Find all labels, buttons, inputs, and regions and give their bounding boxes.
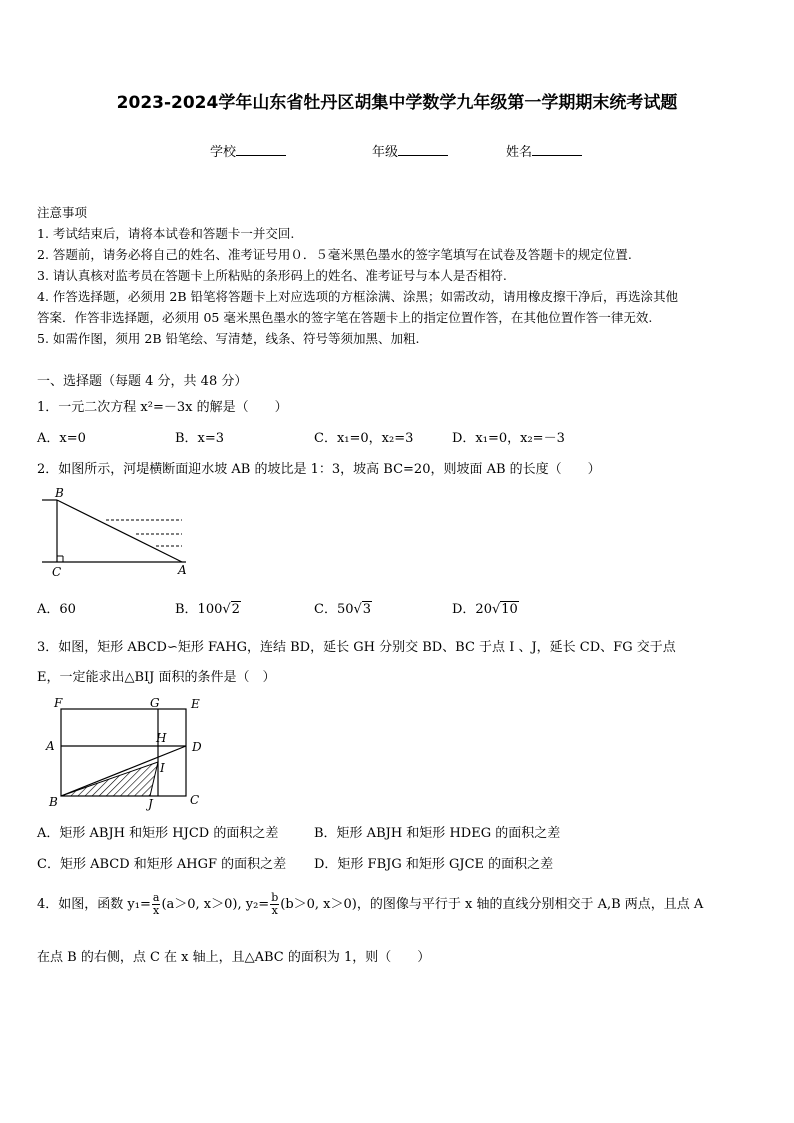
rectangle-figure: [38, 694, 218, 812]
option-b-text: B．100: [175, 602, 223, 617]
page-title: 2023-2024学年山东省牡丹区胡集中学数学九年级第一学期期末统考试题: [116, 93, 678, 113]
question-1-option-c[interactable]: C．x₁=0，x₂=3: [314, 431, 414, 446]
question-2-option-c[interactable]: C．50√3: [314, 602, 372, 617]
q4-cond1: (a＞0, x＞0),: [161, 897, 246, 912]
label-a: A: [46, 739, 55, 753]
question-1-stem: 1．一元二次方程 x²=－3x 的解是（ ）: [37, 400, 288, 415]
label-b: B: [55, 486, 64, 500]
question-2-option-a[interactable]: A．60: [37, 602, 76, 617]
slope-figure: [38, 484, 198, 580]
q4-prefix: 4．如图，函数: [37, 897, 124, 912]
grade-label: 年级: [372, 145, 399, 160]
question-2-option-b[interactable]: B．100√2: [175, 602, 240, 617]
school-field[interactable]: [210, 141, 286, 160]
question-3-option-b[interactable]: B．矩形 ABJH 和矩形 HDEG 的面积之差: [314, 826, 561, 841]
note-item: 答案．作答非选择题，必须用 05 毫米黑色墨水的签字笔在答题卡上的指定位置作答，在其他位置作答一律无效.: [37, 310, 653, 325]
triangle-bij-shaded: [61, 762, 158, 796]
label-g: G: [150, 696, 160, 710]
question-3-stem-line-1: 3．如图，矩形 ABCD∽矩形 FAHG，连结 BD，延长 GH 分别交 BD、BC 于点 I 、J，延长 CD、FG 交于点: [37, 640, 676, 655]
fraction-b-over-x: $\frac{b}{x}$: [271, 891, 279, 917]
label-h: H: [156, 731, 167, 745]
radicand: 10: [501, 602, 518, 617]
name-blank[interactable]: [532, 143, 582, 156]
question-2-option-d[interactable]: D．20√10: [452, 602, 518, 617]
grade-field[interactable]: [372, 141, 448, 160]
option-c-text: C．50: [314, 602, 354, 617]
label-c: C: [190, 793, 200, 807]
radicand: 3: [362, 602, 372, 617]
label-f: F: [54, 696, 63, 710]
question-4-stem-line-2: 在点 B 的右侧，点 C 在 x 轴上，且△ABC 的面积为 1，则（ ）: [37, 950, 431, 965]
label-e: E: [191, 697, 200, 711]
question-3-option-a[interactable]: A．矩形 ABJH 和矩形 HJCD 的面积之差: [37, 826, 279, 841]
label-c: C: [52, 565, 62, 579]
radicand: 2: [231, 602, 240, 617]
question-3-stem-line-2: E，一定能求出△BIJ 面积的条件是（ ）: [37, 670, 276, 685]
question-3-option-c[interactable]: C．矩形 ABCD 和矩形 AHGF 的面积之差: [37, 857, 287, 872]
fraction-a-over-x: $\frac{a}{x}$: [152, 891, 160, 917]
question-3-option-d[interactable]: D．矩形 FBJG 和矩形 GJCE 的面积之差: [314, 857, 554, 872]
q4-y2: y₂=: [245, 897, 270, 912]
school-label: 学校: [210, 145, 237, 160]
question-4-stem-line-1: [37, 892, 703, 917]
label-d: D: [192, 740, 202, 754]
question-1-option-a[interactable]: A．x=0: [37, 431, 86, 446]
note-item: 2. 答题前，请务必将自己的姓名、准考证号用０．５毫米黑色墨水的签字笔填写在试卷及答题卡的规定位置.: [37, 247, 632, 262]
grade-blank[interactable]: [398, 143, 448, 156]
question-1-option-d[interactable]: D．x₁=0，x₂=－3: [452, 431, 565, 446]
name-label: 姓名: [506, 145, 533, 160]
option-d-text: D．20: [452, 602, 492, 617]
q4-suffix: ，的图像与平行于 x 轴的直线分别相交于 A,B 两点，且点 A: [356, 897, 704, 912]
notes-heading: 注意事项: [37, 205, 88, 220]
question-2-stem: 2．如图所示，河堤横断面迎水坡 AB 的坡比是 1：3，坡高 BC=20，则坡面 AB 的长度（ ）: [37, 462, 601, 477]
slope-line-ab: [57, 500, 182, 562]
note-item: 3. 请认真核对监考员在答题卡上所粘贴的条形码上的姓名、准考证号与本人是否相符.: [37, 268, 507, 283]
label-a: A: [178, 563, 187, 577]
label-j: J: [148, 797, 153, 811]
note-item: 5. 如需作图，须用 2B 铅笔绘、写清楚，线条、符号等须加黑、加粗.: [37, 331, 420, 346]
note-item: 4. 作答选择题，必须用 2B 铅笔将答题卡上对应选项的方框涂满、涂黑；如需改动，请用橡皮擦干净后，再选涂其他: [37, 289, 678, 304]
q4-cond2: (b＞0, x＞0): [280, 897, 357, 912]
q4-y1: y₁=: [127, 897, 151, 912]
name-field[interactable]: [506, 141, 582, 160]
section-heading: 一、选择题（每题 4 分，共 48 分）: [37, 374, 248, 389]
label-b: B: [49, 795, 58, 809]
note-item: 1. 考试结束后，请将本试卷和答题卡一并交回.: [37, 226, 295, 241]
question-1-option-b[interactable]: B．x=3: [175, 431, 225, 446]
label-i: I: [160, 761, 165, 775]
school-blank[interactable]: [236, 143, 286, 156]
